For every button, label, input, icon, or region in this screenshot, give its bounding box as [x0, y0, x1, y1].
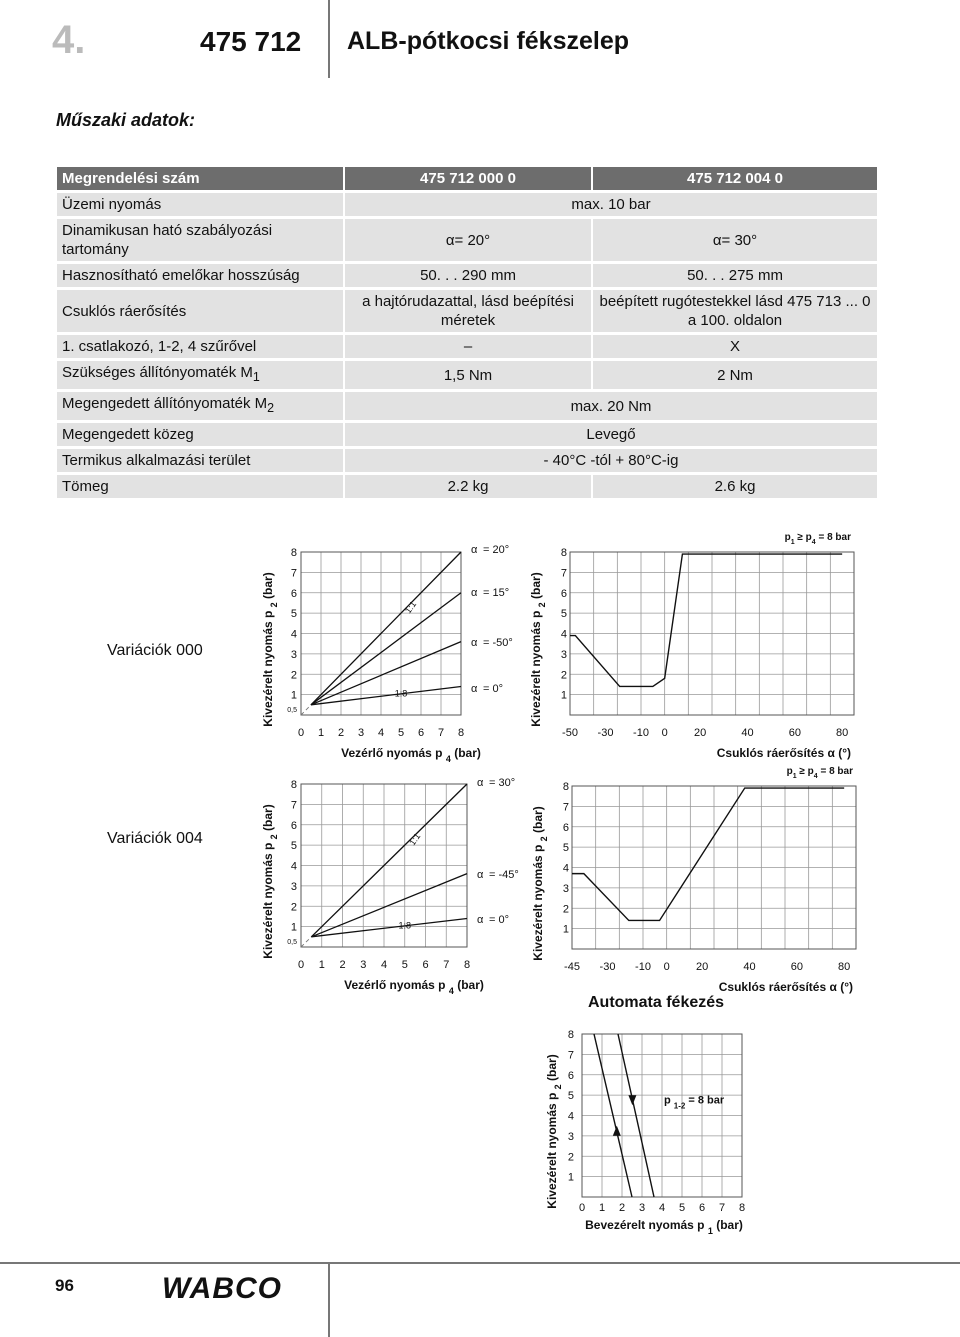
chart-000-pressure-ylabel-part: (bar) [261, 572, 275, 603]
chart-004-angle-ylabel-part: (bar) [531, 806, 545, 837]
chart-004-angle-condition [787, 766, 853, 780]
chart-000-pressure-alpha: α [471, 637, 478, 649]
chart-004-angle-xtick: -30 [599, 961, 616, 973]
chart-004-pressure-ylabel-part: (bar) [261, 804, 275, 835]
table-header-cell: 475 712 000 0 [345, 167, 591, 190]
chart-000-angle-curve [570, 554, 842, 686]
table-header-cell: Megrendelési szám [57, 167, 343, 190]
row-label-text: Megengedett állítónyomaték M [62, 395, 268, 412]
chart-000-pressure-xtick: 8 [457, 727, 465, 739]
chart-004-angle-ytick: 2 [562, 903, 569, 916]
chart-auto-ytick: 3 [567, 1130, 574, 1143]
chart-004-angle-curve [572, 788, 844, 920]
chart-004-angle-ylabel [531, 806, 549, 960]
chart-000-angle-xlabel [717, 746, 851, 760]
chart-004-pressure-alpha: α [477, 777, 484, 789]
row-value: X [593, 335, 877, 358]
chart-000-angle-ylabel-part: 2 [537, 602, 547, 608]
chart-000-pressure-series-label: = 20° [483, 544, 510, 556]
chart-000-angle-ylabel [529, 572, 547, 726]
chart-auto-condition-part: 1-2 [673, 1100, 686, 1110]
chart-auto-xtick: 7 [718, 1202, 726, 1214]
chart-000-pressure-xtick: 2 [337, 727, 345, 739]
chart-000-pressure-xlabel-part: 4 [445, 754, 451, 764]
row-value: 50. . . 275 mm [593, 264, 877, 287]
row-value: α= 30° [593, 219, 877, 261]
chart-004-pressure-series-line [311, 784, 467, 937]
footer-rule [0, 1262, 960, 1264]
chart-000-angle-condition-part: ≥ p [794, 532, 812, 543]
chart-000-angle-ytick: 3 [560, 648, 567, 661]
chart-000-pressure-xlabel [341, 746, 481, 764]
chart-auto-condition-part: = 8 bar [685, 1094, 725, 1107]
row-value: 2.6 kg [593, 475, 877, 498]
chart-000-pressure-ylabel-part: Kivezérelt nyomás p [261, 607, 275, 727]
table-header-cell: 475 712 004 0 [593, 167, 877, 190]
chart-auto-condition-part: p [664, 1094, 674, 1107]
chart-004-pressure-ytick: 5 [290, 840, 297, 853]
chart-004-pressure-ylabel-part: Kivezérelt nyomás p [261, 839, 275, 959]
chart-004-angle-ytick: 5 [562, 842, 569, 855]
chart-004-pressure-xtick: 4 [380, 959, 388, 971]
page-title: ALB-pótkocsi fékszelep [347, 27, 630, 55]
chart-004-pressure-ytick: 6 [290, 819, 297, 832]
chart-000-angle-xtick: 40 [741, 727, 754, 739]
chart-auto-ytick: 6 [567, 1069, 574, 1082]
chart-004-angle-xlabel [719, 980, 853, 994]
chart-004-pressure-series-label: = 30° [489, 777, 516, 789]
chart-000-pressure-series-label: = 0° [483, 683, 503, 695]
chart-004-angle-xtick: 80 [838, 961, 851, 973]
chart-auto-arrow-up [613, 1126, 621, 1136]
chart-auto-ylabel [545, 1054, 563, 1208]
row-label: Termikus alkalmazási terület [57, 449, 343, 472]
chart-004-angle-xlabel-part: Csuklós ráerősítés α (°) [718, 980, 853, 994]
chart-004-pressure-alpha: α [477, 869, 484, 881]
chart-000-angle-xtick: -10 [633, 727, 649, 739]
auto-brake-title: Automata fékezés [588, 994, 725, 1011]
chart-000-angle-condition-part: = 8 bar [815, 532, 851, 543]
chart-000-pressure-alpha: α [471, 683, 478, 695]
chart-auto-ytick: 7 [567, 1049, 574, 1062]
chart-000-angle-ytick: 7 [560, 567, 567, 580]
chart-000-angle-condition [785, 532, 851, 546]
chart-004-angle-condition-part: = 8 bar [817, 766, 853, 777]
row-label-text: Szükséges állítónyomaték M [62, 364, 253, 381]
chart-004-pressure-ratio-11: 1:1 [407, 831, 423, 848]
chart-004-angle-ytick: 4 [562, 862, 569, 875]
chart-auto-ylabel-part: (bar) [545, 1054, 559, 1085]
chart-004-angle-ylabel-part: Kivezérelt nyomás p [531, 841, 545, 961]
chart-auto-ylabel-part: 2 [553, 1084, 563, 1090]
chart-auto-ytick: 1 [567, 1171, 574, 1184]
chart-004-pressure-series-label: = 0° [489, 914, 509, 926]
chart-000-angle-xtick: -30 [597, 727, 614, 739]
chart-004-angle-xtick: -10 [635, 961, 651, 973]
product-number: 475 712 [200, 26, 302, 57]
chart-000-pressure-ratio-11: 1:1 [402, 599, 419, 616]
chart-004-angle-condition-part: ≥ p [796, 766, 814, 777]
chart-004-angle-xtick: 60 [790, 961, 803, 973]
chart-000-angle-xtick: -50 [562, 727, 578, 739]
chart-auto-xtick: 4 [658, 1202, 666, 1214]
chart-000-pressure-xtick: 5 [397, 727, 405, 739]
chart-auto-ytick: 4 [567, 1110, 574, 1123]
chart-000-pressure-ytick: 5 [290, 608, 297, 621]
chart-auto-xtick: 6 [698, 1202, 706, 1214]
row-value: - 40°C -tól + 80°C-ig [345, 449, 877, 472]
chart-000-angle-xlabel-part: Csuklós ráerősítés α (°) [716, 746, 851, 760]
chart-auto-xtick: 5 [678, 1202, 686, 1214]
chart-004-pressure-ytick-05: 0,5 [287, 939, 297, 946]
chart-000-pressure-xtick: 1 [317, 727, 325, 739]
chart-004-pressure-ytick: 1 [290, 921, 297, 934]
row-label: Dinamikusan ható szabályozási tartomány [57, 219, 343, 261]
chart-auto-ytick: 8 [567, 1029, 574, 1041]
chart-000-angle-xtick: 0 [661, 727, 668, 739]
variant-label-000: Variációk 000 [107, 642, 203, 659]
chart-004-pressure-ylabel [261, 804, 279, 958]
chart-000-angle-ylabel-part: Kivezérelt nyomás p [529, 607, 543, 727]
chart-000-angle-ylabel-part: (bar) [529, 572, 543, 603]
chart-000-pressure-ytick-05: 0,5 [287, 707, 297, 714]
row-value: α= 20° [345, 219, 591, 261]
chart-auto-condition [664, 1094, 725, 1110]
row-label: Csuklós ráerősítés [57, 290, 343, 332]
chart-auto-xlabel-part: 1 [707, 1226, 713, 1236]
variant-label-004: Variációk 004 [107, 830, 203, 847]
chart-004-angle-xtick: 20 [696, 961, 709, 973]
chart-000-pressure-xtick: 7 [437, 727, 445, 739]
chart-000-angle-ytick: 4 [560, 628, 567, 641]
chart-auto-xtick: 3 [638, 1202, 646, 1214]
row-label: 1. csatlakozó, 1-2, 4 szűrővel [57, 335, 343, 358]
chart-004-angle-condition-part: 1 [792, 772, 797, 780]
chart-004-angle-ylabel-part: 2 [539, 836, 549, 842]
chart-004-pressure-alpha: α [477, 914, 484, 926]
chapter-number: 4. [52, 18, 86, 62]
row-label: Üzemi nyomás [57, 193, 343, 216]
chart-004-pressure-ytick: 3 [290, 880, 297, 893]
row-value: max. 10 bar [345, 193, 877, 216]
chart-004-angle-xtick: -45 [564, 961, 580, 973]
chart-000-pressure-ytick: 4 [290, 628, 297, 641]
chart-004-pressure-series-label: = -45° [489, 869, 519, 881]
chart-000-pressure-alpha: α [471, 587, 478, 599]
row-label-sub: 1 [252, 370, 260, 384]
chart-004-pressure-xtick: 8 [463, 959, 471, 971]
chart-004-pressure-xtick: 5 [401, 959, 408, 971]
chart-000-pressure-ytick: 7 [290, 567, 297, 580]
chart-004-pressure-ytick: 4 [290, 860, 297, 873]
row-value: a hajtórudazattal, lásd beépítési méretek [345, 290, 591, 332]
section-title: Műszaki adatok: [56, 110, 196, 130]
chart-000-angle-xtick: 60 [788, 727, 801, 739]
chart-auto-xtick: 0 [578, 1202, 586, 1214]
chart-000-pressure-xlabel-part: Vezérlő nyomás p [341, 746, 446, 760]
chart-auto-xtick: 8 [738, 1202, 746, 1214]
chart-000-angle-ytick: 8 [560, 547, 567, 559]
chart-004-pressure-ytick: 8 [290, 779, 297, 791]
chart-000-pressure-ytick: 3 [290, 648, 297, 661]
chart-000-pressure-ytick: 8 [290, 547, 297, 559]
chart-004-pressure-ytick: 7 [290, 799, 297, 812]
chart-004-pressure-xtick: 1 [318, 959, 325, 971]
chart-auto-xtick: 1 [598, 1202, 606, 1214]
chart-000-pressure-series-line [311, 552, 461, 705]
row-value: 1,5 Nm [345, 361, 591, 389]
chart-000-pressure-alpha: α [471, 544, 478, 556]
chart-004-pressure-xtick: 6 [422, 959, 429, 971]
chart-000-angle-ytick: 5 [560, 608, 567, 621]
page-number: 96 [55, 1276, 74, 1295]
row-label-sub: 2 [267, 401, 275, 415]
chart-auto-ytick: 2 [567, 1151, 574, 1164]
chart-004-angle-xtick: 0 [663, 961, 670, 973]
row-value: beépített rugótestekkel lásd 475 713 ... 0 a 100. oldalon [593, 290, 877, 332]
chart-000-pressure-series-line [311, 593, 461, 705]
chart-000-pressure-ytick: 2 [290, 669, 297, 682]
chart-004-pressure-xtick: 0 [297, 959, 305, 971]
chart-000-pressure-ytick: 1 [290, 689, 297, 702]
chart-000-pressure-ylabel-part: 2 [269, 602, 279, 608]
chart-000-pressure-xlabel-part: (bar) [450, 746, 481, 760]
chart-004-pressure-xlabel-part: 4 [448, 986, 454, 996]
chart-004-pressure-xlabel [344, 978, 484, 996]
chart-auto-xlabel [585, 1218, 743, 1236]
chart-auto-ytick: 5 [567, 1090, 574, 1103]
chart-000-angle-condition-part: p [784, 532, 791, 543]
chart-000-pressure-xtick: 0 [297, 727, 305, 739]
chart-auto-xtick: 2 [618, 1202, 626, 1214]
row-label: Tömeg [57, 475, 343, 498]
chart-004-angle-xtick: 40 [743, 961, 756, 973]
row-value: 2.2 kg [345, 475, 591, 498]
row-value: max. 20 Nm [345, 392, 877, 420]
chart-000-angle-ytick: 6 [560, 587, 567, 600]
chart-000-angle-xtick: 20 [694, 727, 707, 739]
chart-004-pressure-xtick: 3 [360, 959, 367, 971]
chart-004-pressure-xtick: 2 [339, 959, 346, 971]
chart-000-pressure-xtick: 3 [357, 727, 365, 739]
row-value: – [345, 335, 591, 358]
chart-004-pressure-ylabel-part: 2 [269, 834, 279, 840]
chart-004-angle-ytick: 1 [562, 923, 569, 936]
chart-000-pressure-ylabel [261, 572, 279, 726]
chart-auto-ylabel-part: Kivezérelt nyomás p [545, 1089, 559, 1209]
chart-004-pressure-ratio-18: 1:8 [398, 920, 412, 931]
chart-000-pressure-ratio-18: 1:8 [394, 688, 408, 699]
row-value: 50. . . 290 mm [345, 264, 591, 287]
chart-000-pressure-series-label: = -50° [483, 637, 513, 649]
chart-000-pressure-xtick: 6 [417, 727, 425, 739]
chart-004-angle-ytick: 8 [562, 781, 569, 793]
chart-000-angle-xtick: 80 [836, 727, 849, 739]
chart-000-pressure-xtick: 4 [377, 727, 385, 739]
chart-auto-arrow-down [628, 1095, 636, 1105]
chart-004-angle-condition-part: p [786, 766, 793, 777]
chart-004-pressure-xlabel-part: Vezérlő nyomás p [344, 978, 449, 992]
chart-auto-xlabel-part: Bevezérelt nyomás p [585, 1218, 708, 1232]
chart-004-pressure-xtick: 7 [443, 959, 450, 971]
row-value: Levegő [345, 423, 877, 446]
chart-auto-xlabel-part: (bar) [712, 1218, 743, 1232]
chart-004-angle-ytick: 7 [562, 801, 569, 814]
chart-004-angle-ytick: 3 [562, 882, 569, 895]
row-label: Hasznosítható emelőkar hosszúság [57, 264, 343, 287]
chart-004-pressure-ytick: 2 [290, 901, 297, 914]
chart-000-angle-condition-part: 4 [811, 538, 816, 546]
row-value: 2 Nm [593, 361, 877, 389]
chart-000-angle-condition-part: 1 [790, 538, 795, 546]
chart-000-angle-ytick: 2 [560, 669, 567, 682]
chart-000-pressure-series-label: = 15° [483, 587, 510, 599]
chart-000-pressure-ytick: 6 [290, 587, 297, 600]
chart-004-angle-ytick: 6 [562, 821, 569, 834]
chart-004-pressure-xlabel-part: (bar) [453, 978, 484, 992]
wabco-logo: WABCO [162, 1272, 282, 1305]
row-label: Megengedett közeg [57, 423, 343, 446]
chart-004-angle-condition-part: 4 [813, 772, 818, 780]
chart-000-angle-ytick: 1 [560, 689, 567, 702]
footer-divider [328, 1262, 330, 1337]
